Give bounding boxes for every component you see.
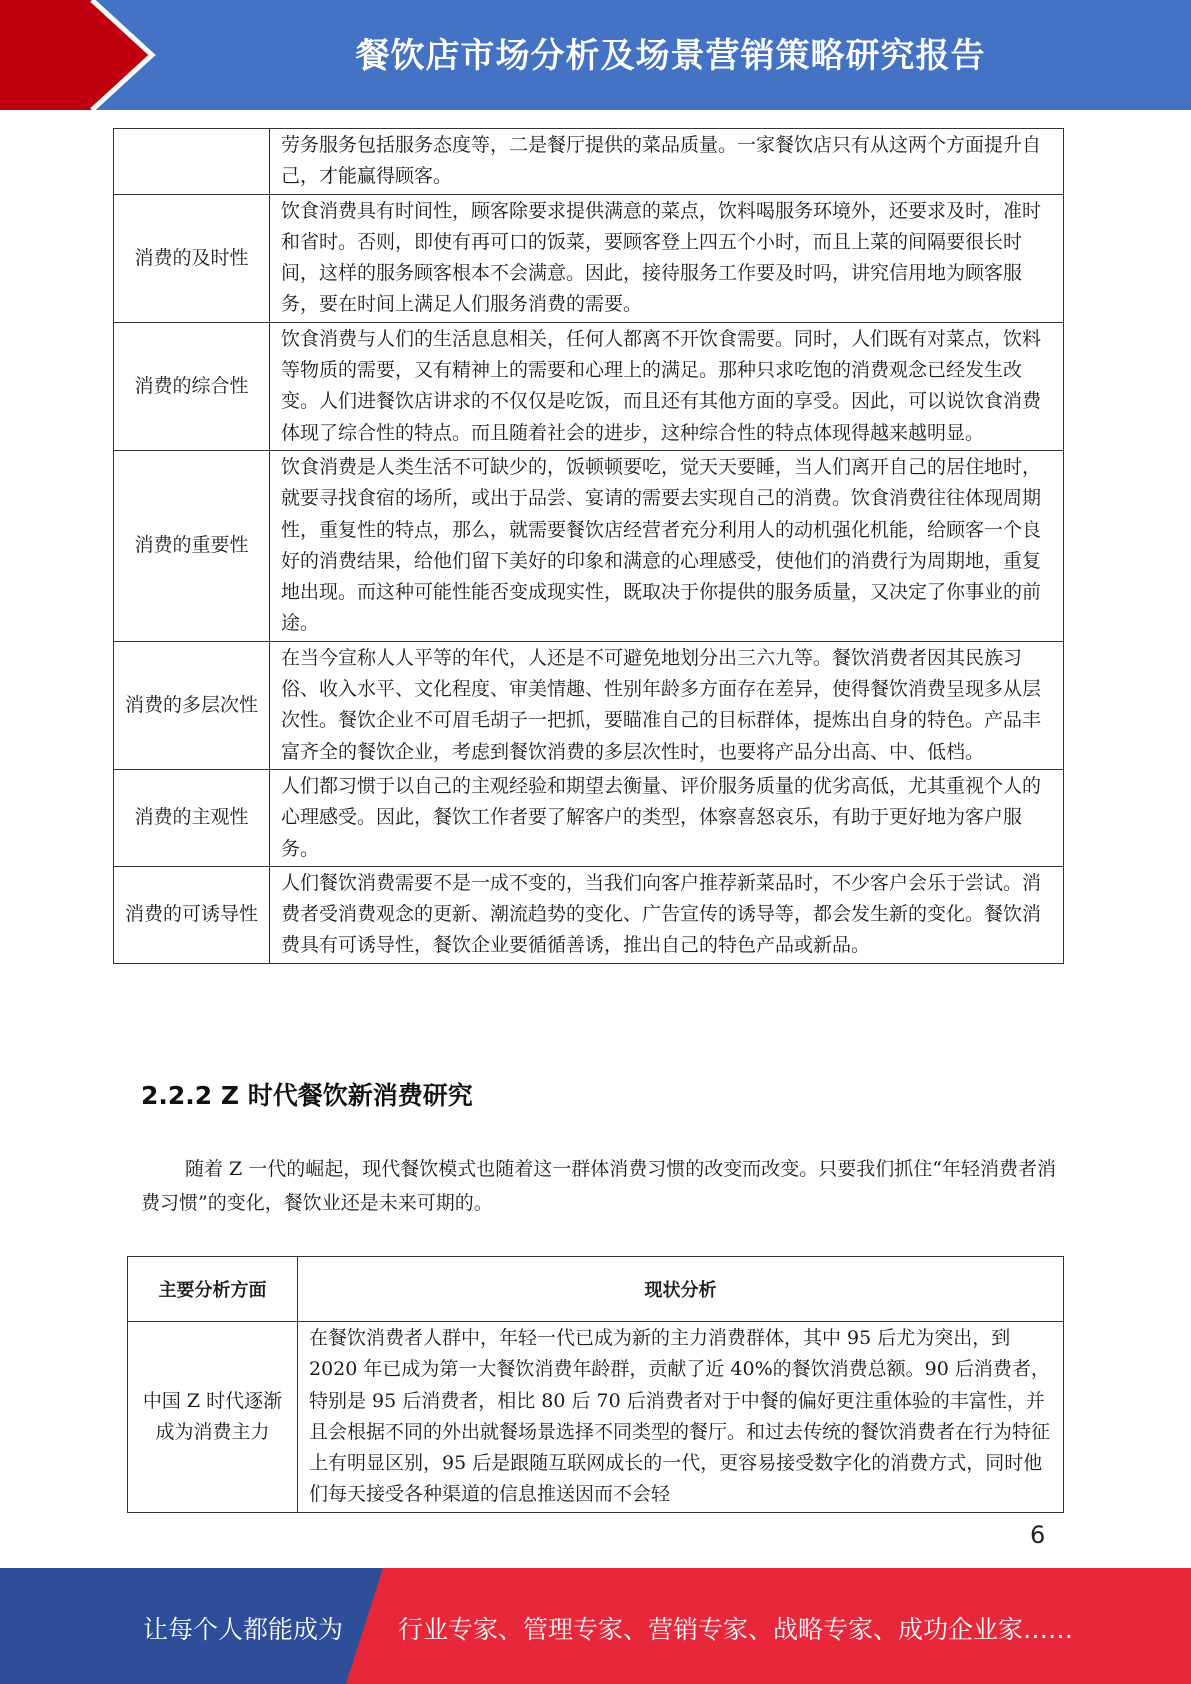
page-header bbox=[0, 0, 1191, 110]
trait-description: 人们都习惯于以自己的主观经验和期望去衡量、评价服务质量的优劣高低，尤其重视个人的心理感受。因此，餐饮工作者要了解客户的类型，体察喜怒哀乐，有助于更好地为客户服务。 bbox=[270, 769, 1064, 866]
trait-name: 消费的可诱导性 bbox=[114, 866, 270, 963]
trait-name bbox=[114, 129, 270, 195]
table-row bbox=[128, 1322, 1064, 1513]
column-header-analysis: 现状分析 bbox=[298, 1257, 1064, 1322]
table-row bbox=[114, 194, 1064, 322]
aspect-name: 中国 Z 时代逐渐成为消费主力 bbox=[128, 1322, 298, 1513]
trait-description: 饮食消费是人类生活不可缺少的，饭顿顿要吃，觉天天要睡，当人们离开自己的居住地时，就要寻找食宿的场所，或出于品尝、宴请的需要去实现自己的消费。饮食消费往往体现周期性，重复性的特点，那么，就需要餐饮店经营者充分利用人的动机强化机能，给顾客一个良好的消费结果，给他们留下美好的印象和满意的心理感受，使他们的消费行为周期地，重复地出现。而这种可能性能否变成现实性，既取决于你提供的服务质量，又决定了你事业的前途。 bbox=[270, 450, 1064, 641]
section-intro-paragraph: 随着 Z 一代的崛起，现代餐饮模式也随着这一群体消费习惯的改变而改变。只要我们抓住“年轻消费者消费习惯”的变化，餐饮业还是未来可期的。 bbox=[141, 1158, 1056, 1214]
trait-description: 饮食消费与人们的生活息息相关，任何人都离不开饮食需要。同时，人们既有对菜点，饮料等物质的需要，又有精神上的需要和心理上的满足。那种只求吃饱的消费观念已经发生改变。人们进餐饮店讲求的不仅仅是吃饭，而且还有其他方面的享受。因此，可以说饮食消费体现了综合性的特点。而且随着社会的进步，这种综合性的特点体现得越来越明显。 bbox=[270, 322, 1064, 450]
z-generation-analysis-table bbox=[127, 1256, 1064, 1513]
column-header-aspect: 主要分析方面 bbox=[128, 1257, 298, 1322]
trait-name: 消费的综合性 bbox=[114, 322, 270, 450]
table-row bbox=[114, 641, 1064, 769]
trait-name: 消费的重要性 bbox=[114, 450, 270, 641]
table-row bbox=[114, 322, 1064, 450]
table-row bbox=[114, 769, 1064, 866]
table-row bbox=[114, 129, 1064, 195]
table-row bbox=[114, 866, 1064, 963]
footer-slogan-left: 让每个人都能成为 bbox=[143, 1615, 344, 1644]
trait-description: 在当今宣称人人平等的年代，人还是不可避免地划分出三六九等。餐饮消费者因其民族习俗、收入水平、文化程度、审美情趣、性别年龄多方面存在差异，使得餐饮消费呈现多从层次性。餐饮企业不可眉毛胡子一把抓，要瞄准自己的目标群体，提炼出自身的特色。产品丰富齐全的餐饮企业，考虑到餐饮消费的多层次性时，也要将产品分出高、中、低档。 bbox=[270, 641, 1064, 769]
consumption-traits-table bbox=[113, 128, 1064, 964]
trait-description: 饮食消费具有时间性，顾客除要求提供满意的菜点，饮料喝服务环境外，还要求及时，准时和省时。否则，即使有再可口的饭菜，要顾客登上四五个小时，而且上菜的间隔要很长时间，这样的服务顾客根本不会满意。因此，接待服务工作要及时吗，讲究信用地为顾客服务，要在时间上满足人们服务消费的需要。 bbox=[270, 194, 1064, 322]
aspect-analysis-text: 在餐饮消费者人群中，年轻一代已成为新的主力消费群体，其中 95 后尤为突出，到 2020 年已成为第一大餐饮消费年龄群，贡献了近 40%的餐饮消费总额。90 后消费者，特别是 95 后消费者，相比 80 后 70 后消费者对于中餐的偏好更注重体验的丰富性，并且会根据不同的外出就餐场景选择不同类型的餐厅。和过去传统的餐饮消费者在行为特征上有明显区别，95 后是跟随互联网成长的一代，更容易接受数字化的消费方式，同时他们每天接受各种渠道的信息推送因而不会轻 bbox=[309, 1327, 1051, 1506]
page-footer bbox=[0, 1568, 1191, 1684]
trait-name: 消费的主观性 bbox=[114, 769, 270, 866]
trait-description: 人们餐饮消费需要不是一成不变的，当我们向客户推荐新菜品时，不少客户会乐于尝试。消费者受消费观念的更新、潮流趋势的变化、广告宣传的诱导等，都会发生新的变化。餐饮消费具有可诱导性，餐饮企业要循循善诱，推出自己的特色产品或新品。 bbox=[270, 866, 1064, 963]
footer-slogan-right: 行业专家、管理专家、营销专家、战略专家、成功企业家…… bbox=[398, 1615, 1074, 1644]
section-heading: 2.2.2 Z 时代餐饮新消费研究 bbox=[141, 1081, 473, 1110]
trait-name: 消费的及时性 bbox=[114, 194, 270, 322]
table-header-row bbox=[128, 1257, 1064, 1322]
page-number: 6 bbox=[1030, 1521, 1046, 1549]
aspect-analysis-cell bbox=[298, 1322, 1064, 1513]
table-row bbox=[114, 450, 1064, 641]
trait-name: 消费的多层次性 bbox=[114, 641, 270, 769]
report-title: 餐饮店市场分析及场景营销策略研究报告 bbox=[355, 36, 986, 76]
trait-description: 劳务服务包括服务态度等，二是餐厅提供的菜品质量。一家餐饮店只有从这两个方面提升自己，才能赢得顾客。 bbox=[270, 129, 1064, 195]
